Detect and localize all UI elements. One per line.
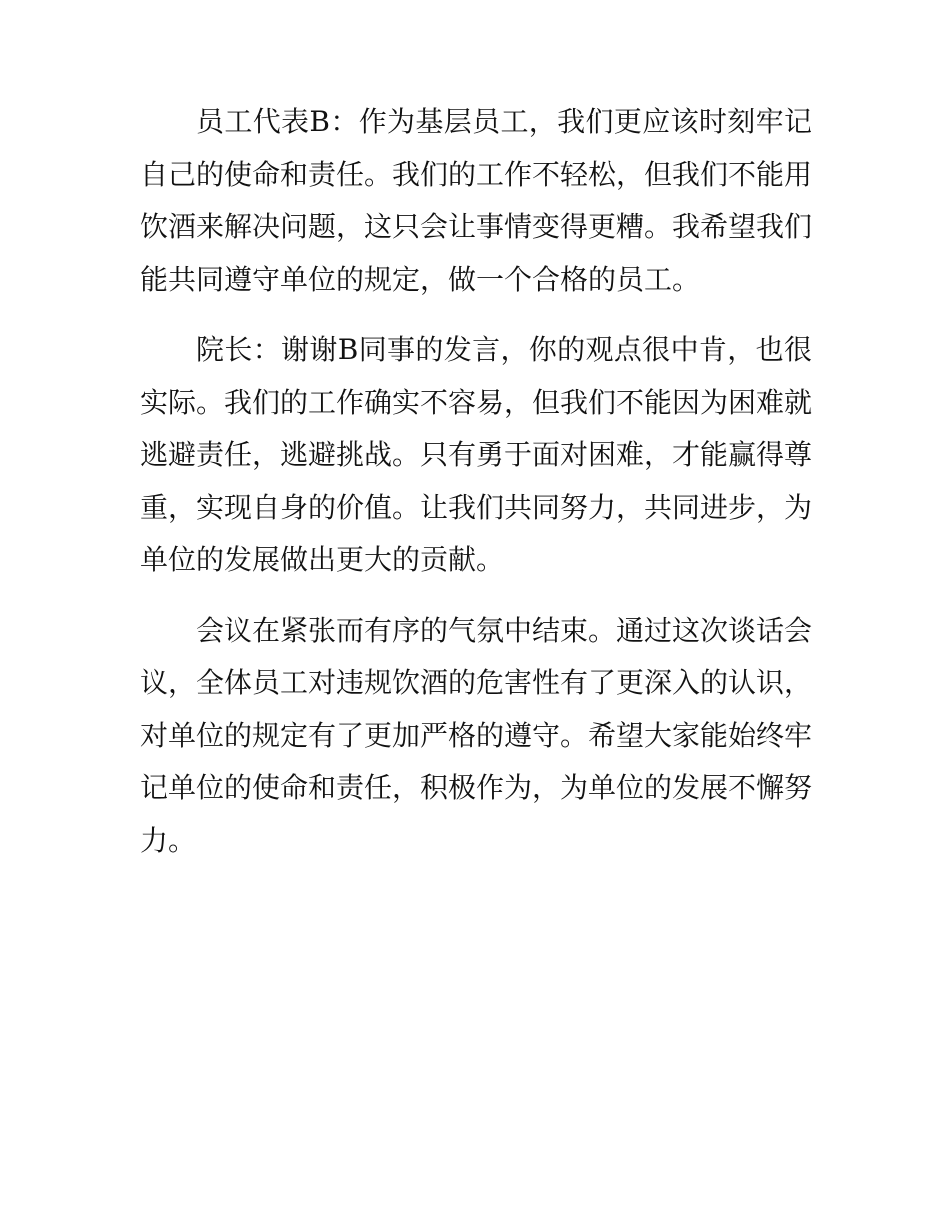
paragraph-director-response: 院长：谢谢B同事的发言，你的观点很中肯，也很实际。我们的工作确实不容易，但我们不能因为困难就逃避责任，逃避挑战。只有勇于面对困难，才能赢得尊重，实现自身的价值。让我们共同努力，共同进步，为单位的发展做出更大的贡献。 xyxy=(140,333,813,576)
paragraph-employee-b-speech: 员工代表B：作为基层员工，我们更应该时刻牢记自己的使命和责任。我们的工作不轻松，但我们不能用饮酒来解决问题，这只会让事情变得更糟。我希望我们能共同遵守单位的规定，做一个合格的员工。 xyxy=(140,105,813,296)
paragraph-meeting-conclusion: 会议在紧张而有序的气氛中结束。通过这次谈话会议，全体员工对违规饮酒的危害性有了更深入的认识，对单位的规定有了更加严格的遵守。希望大家能始终牢记单位的使命和责任，积极作为，为单位的发展不懈努力。 xyxy=(140,613,813,857)
document-body xyxy=(140,96,812,885)
